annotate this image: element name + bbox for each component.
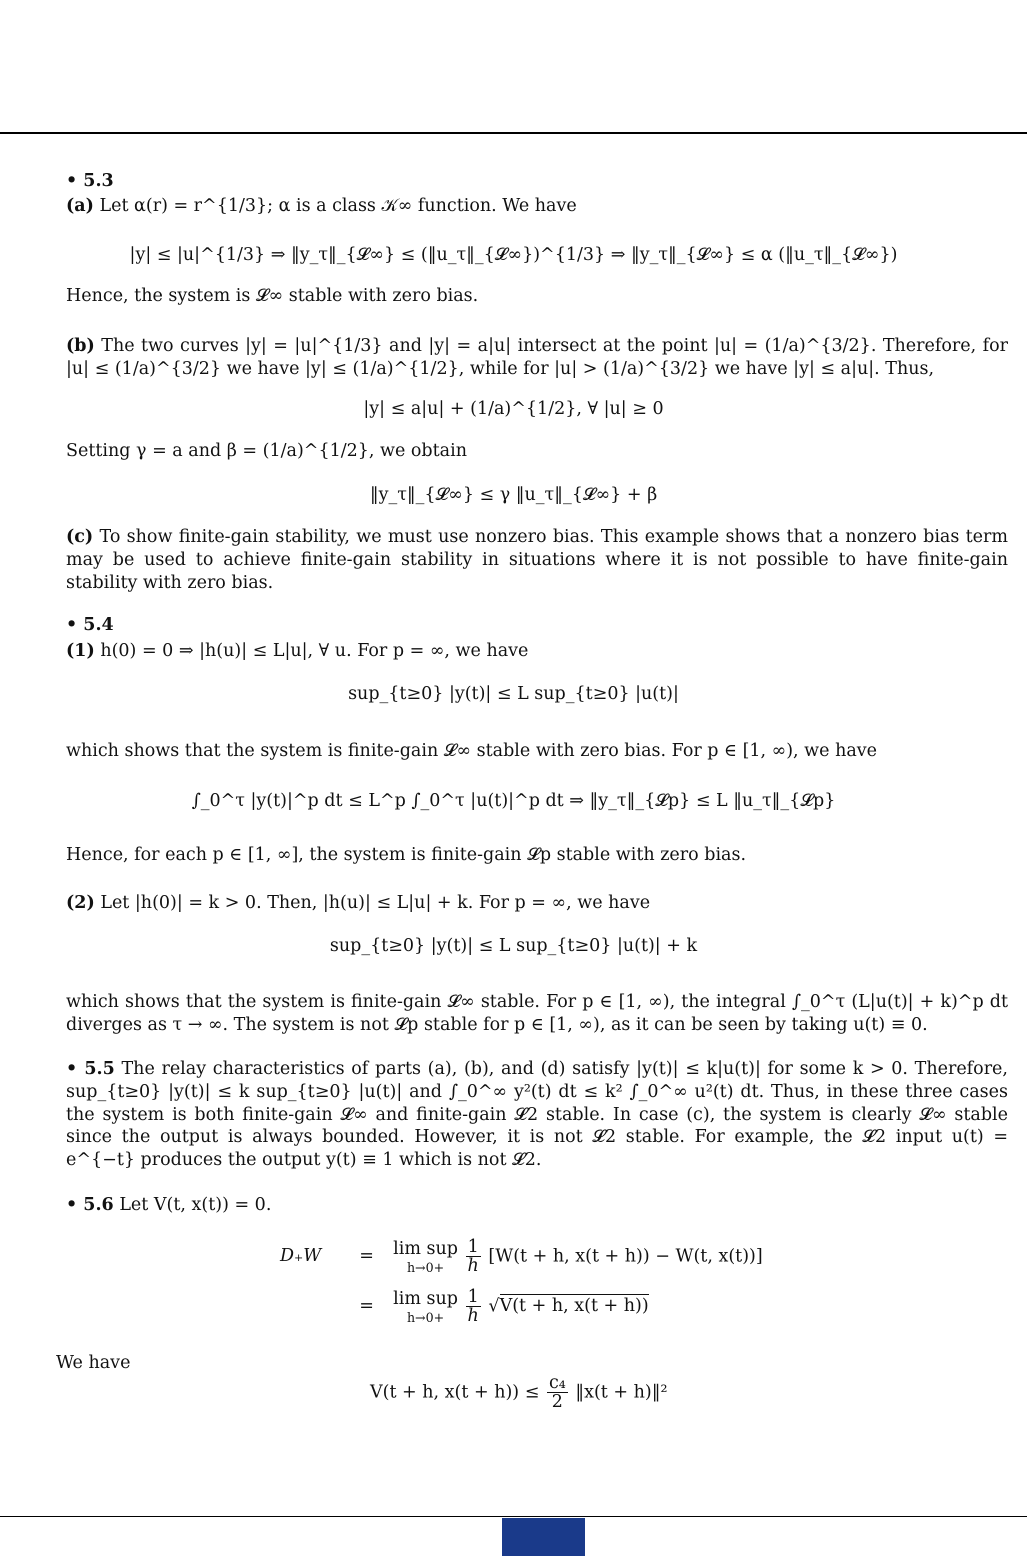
paragraph-text: To show finite-gain stability, we must use nonzero bias. This example shows that a nonzero bias term may be used to achieve finite-gain stability in situations where it is not possible to have finite-gain stability with zero bias.: [66, 527, 1008, 593]
equation-5-4-1b: ∫_0^τ |y(t)|^p dt ≤ L^p ∫_0^τ |u(t)|^p dt ⇒ ‖y_τ‖_{𝓛p} ≤ L ‖u_τ‖_{𝓛p}: [191, 791, 836, 811]
equation-5-3b-2: ‖y_τ‖_{𝓛∞} ≤ γ ‖u_τ‖_{𝓛∞} + β: [369, 485, 658, 505]
equation-rhs: [W(t + h, x(t + h)) − W(t, x(t))]: [488, 1246, 763, 1267]
paragraph-5-4-1: [66, 640, 1008, 663]
sqrt-argument: V(t + h, x(t + h)): [499, 1296, 649, 1317]
bound-rhs: ‖x(t + h)‖²: [575, 1382, 668, 1403]
paragraph-text: Let V(t, x(t)) = 0.: [119, 1195, 272, 1215]
part-label: (c): [66, 527, 94, 547]
paragraph-5-4-1-mid: which shows that the system is finite-gain 𝓛∞ stable with zero bias. For p ∈ [1, ∞), we have: [66, 741, 878, 761]
lim-operator: lim sup h→0+: [393, 1239, 458, 1275]
conclusion-5-4-2: which shows that the system is finite-gain 𝓛∞ stable. For p ∈ [1, ∞), the integral ∫_0^τ (L|u(t)| + k)^p dt diverges as τ → ∞. The system is not 𝓛p stable for p ∈ [1, ∞), as it can be seen by taking u(t) ≡ 0.: [66, 992, 1008, 1035]
sqrt-symbol: √: [488, 1296, 500, 1317]
paragraph-text: The relay characteristics of parts (a), (b), and (d) satisfy |y(t)| ≤ k|u(t)| for some k > 0. Therefore, sup_{t≥0} |y(t)| ≤ k sup_{t≥0} |u(t)| and ∫_0^∞ y²(t) dt ≤ k² ∫_0^∞ u²(t) dt. Thus, in these three cases the system is both finite-gain 𝓛∞ and finite-gain 𝓛2 stable. In case (c), the system is clearly 𝓛∞ stable since the output is always bounded. However, it is not 𝓛2 stable. For example, the 𝓛2 input u(t) = e^{−t} produces the output y(t) ≡ 1 which is not 𝓛2.: [66, 1059, 1008, 1170]
equals-sign: =: [359, 1246, 374, 1267]
paragraph-text: The two curves |y| = |u|^{1/3} and |y| = a|u| intersect at the point |u| = (1/a)^{3/2}. Therefore, for |u| ≤ (1/a)^{3/2} we have |y| ≤ (1/a)^{1/2}, while for |u| > (1/a)^{3/2} we have |y| ≤ a|u|. Thus,: [66, 336, 1008, 379]
part-label: (b): [66, 336, 95, 356]
bound-lhs: V(t + h, x(t + h)) ≤: [370, 1382, 540, 1403]
paragraph-5-3b: [66, 335, 1008, 381]
conclusion-5-4-1: Hence, for each p ∈ [1, ∞], the system is finite-gain 𝓛p stable with zero bias.: [66, 845, 747, 865]
paragraph-text: Let α(r) = r^{1/3}; α is a class 𝒦∞ function. We have: [99, 196, 577, 216]
equation-5-4-1a: sup_{t≥0} |y(t)| ≤ L sup_{t≥0} |u(t)|: [348, 684, 679, 704]
section-heading-5-5: • 5.5: [66, 1059, 115, 1079]
conclusion-5-3a: Hence, the system is 𝓛∞ stable with zero bias.: [66, 286, 479, 306]
fraction: $\frac{1}{h}$: [467, 1287, 479, 1327]
section-heading-5-3: • 5.3: [66, 171, 114, 191]
paragraph-5-5: [66, 1058, 1008, 1172]
section-heading-5-6: • 5.6: [66, 1195, 114, 1215]
fraction: $\frac{\text{c₄}}{2}$: [548, 1373, 566, 1413]
paragraph-5-3a: [66, 195, 1008, 218]
equation-row-2: [280, 1288, 840, 1338]
paragraph-5-6: [66, 1194, 1008, 1217]
lim-operator: lim sup h→0+: [393, 1289, 458, 1325]
paragraph-5-3c: [66, 526, 1008, 594]
equation-5-3b-1: |y| ≤ a|u| + (1/a)^{1/2}, ∀ |u| ≥ 0: [363, 399, 664, 419]
header-rule: [0, 132, 1027, 134]
equation-lhs: D₊W: [280, 1246, 322, 1267]
paragraph-5-3b-mid: Setting γ = a and β = (1/a)^{1/2}, we obtain: [66, 441, 467, 461]
paragraph-text: h(0) = 0 ⇒ |h(u)| ≤ L|u|, ∀ u. For p = ∞, we have: [100, 641, 529, 661]
we-have-text: We have: [56, 1353, 131, 1373]
page-footer-tab: [502, 1518, 585, 1556]
footer-rule: [0, 1516, 1027, 1517]
equation-row-1: [280, 1238, 840, 1288]
lim-subscript: h→0+: [406, 1259, 445, 1275]
part-label: (1): [66, 641, 95, 661]
equation-5-3a: |y| ≤ |u|^{1/3} ⇒ ‖y_τ‖_{𝓛∞} ≤ (‖u_τ‖_{𝓛∞})^{1/3} ⇒ ‖y_τ‖_{𝓛∞} ≤ α (‖u_τ‖_{𝓛∞}): [129, 245, 898, 265]
section-heading-5-4: • 5.4: [66, 615, 114, 635]
equation-5-4-2: sup_{t≥0} |y(t)| ≤ L sup_{t≥0} |u(t)| + k: [329, 936, 698, 956]
equals-sign: =: [359, 1296, 374, 1317]
paragraph-text: Let |h(0)| = k > 0. Then, |h(u)| ≤ L|u| + k. For p = ∞, we have: [100, 893, 651, 913]
lim-subscript: h→0+: [406, 1309, 445, 1325]
fraction: $\frac{1}{h}$: [467, 1237, 479, 1277]
equation-5-6-dini: [280, 1238, 840, 1338]
equation-5-6-bound: [370, 1374, 770, 1412]
paragraph-5-4-2: [66, 892, 1008, 915]
part-label: (2): [66, 893, 95, 913]
part-label: (a): [66, 196, 94, 216]
